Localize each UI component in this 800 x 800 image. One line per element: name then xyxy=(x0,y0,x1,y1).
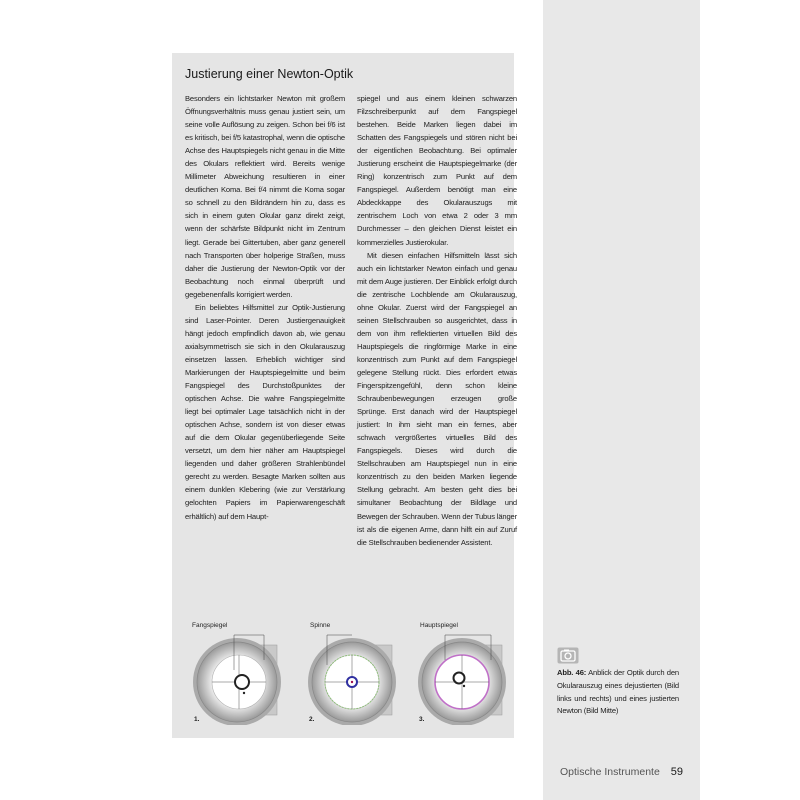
eyepiece-view-illustration xyxy=(305,630,400,725)
figure-3 xyxy=(415,618,510,728)
paragraph: Mit diesen einfachen Hilfsmitteln lässt sich auch ein lichtstarker Newton einfach und genau mit dem Auge justieren. Der Einblick erfolgt durch die zentrische Lochblende am Okularauszug, ohne Okular. Zuerst wird der Fangspiegel an seinen Stellschrauben so ausgerichtet, dass in dem von ihm reflektierten virtuellen Bild des Hauptspiegels die ringförmige Marke in eine konzentrisch zum Punkt auf dem Fangspiegel gelegene Stellung rückt. Dies erfordert etwas Fingerspitzengefühl, denn schon kleine Schraubenbewegungen erzeugen große Sprünge. Erst danach wird der Hauptspiegel justiert: In ihm sieht man ein fernes, aber schwach vergrößertes virtuelles Bild des Fangspiegels. Dieses wird durch die Stellschrauben am Hauptspiegel nun in eine konzentrisch zu den beiden Marken liegende Stellung gebracht. Am besten geht dies bei simultaner Beobachtung der Bildlage und Bewegen der Schrauben. Wenn der Tubus länger ist als die eigenen Arme, dann hilft ein auf Zuruf die Stellschrauben bedienender Assistent. xyxy=(357,250,518,547)
eyepiece-view-illustration xyxy=(415,630,510,725)
paragraph: Besonders ein lichtstarker Newton mit großem Öffnungsverhältnis muss genau justiert sein, um seine volle Auflösung zu zeigen. Schon bei f/6 ist es kritisch, bei f/5 katastrophal, wenn die optische Achse des Hauptspiegels nicht genau in die Mitte des Okulars reflektiert wird. Bereits wenige Millimeter Abweichung resultieren in einer deutlichen Koma. Bei f/4 nimmt die Koma sogar so schnell zu den Bildrändern hin zu, dass es sich in einem guten Okular ganz direkt zeigt, wenn der schärfste Bildpunkt nicht im Zentrum liegt. Gerade bei Gittertuben, aber ganz generell nach Transporten über holperige Straßen, muss daher die Justierung der Newton-Optik vor der Beobachtung noch einmal überprüft und gegebenenfalls korrigiert werden. xyxy=(185,94,345,299)
figure-number: 3. xyxy=(419,716,425,723)
figure-label: Hauptspiegel xyxy=(420,622,458,629)
page-number: 59 xyxy=(670,766,683,778)
caption-text: Anblick der Optik durch den Okularauszug eines dejustierten (Bild links und rechts) und eines justierten Newton (Bild Mitte) xyxy=(557,668,679,716)
paragraph: spiegel und aus einem kleinen schwarzen Filzschreiberpunkt auf dem Fangspiegel bestehen. Beide Marken liegen dabei im Schatten des Fangspiegels und stören nicht bei der eigentlichen Beobachtung. Bei optimaler Justierung erscheint die Hauptspiegelmarke (der Ring) konzentrisch zum Punkt auf dem Fangspiegel. Außerdem benötigt man eine Abdeckkappe des Okularauszugs mit zentrischem Loch von etwa 2 oder 3 mm Durchmesser – den gleichen Dienst leistet ein kommerzielles Justierokular. xyxy=(357,94,517,247)
figure-2 xyxy=(305,618,400,728)
article-title: Justierung einer Newton-Optik xyxy=(185,67,354,81)
figure-number: 1. xyxy=(194,716,200,723)
caption-label: Abb. 46: xyxy=(557,668,587,677)
figure-label: Spinne xyxy=(310,622,331,629)
section-title: Optische Instrumente xyxy=(560,766,660,778)
figure-number: 2. xyxy=(309,716,315,723)
text-column-left xyxy=(185,92,345,523)
figure-1 xyxy=(190,618,285,728)
page-footer xyxy=(560,766,683,778)
camera-icon xyxy=(557,647,579,664)
text-column-right xyxy=(357,92,517,549)
figure-label: Fangspiegel xyxy=(192,622,228,629)
figure-caption xyxy=(557,667,679,718)
eyepiece-view-illustration xyxy=(190,630,285,725)
paragraph: Ein beliebtes Hilfsmittel zur Optik-Justierung sind Laser-Pointer. Deren Justiergenauigkeit hängt jedoch empfindlich davon ab, wie genau axialsymmetrisch sie sich in den Okularauszug einsetzen lassen. Erheblich wichtiger sind Markierungen der Hauptspiegelmitte und beim Fangspiegel des Durchstoßpunktes der optischen Achse. Die wahre Fangspiegelmitte liegt bei optimaler Lage tatsächlich nicht in der optischen Achse, sondern ist von dieser etwas auf die dem Okular gegenüberliegende Seite versetzt, um dem hier näher am Hauptspiegel liegenden und daher größeren Strahlenbündel gerecht zu werden. Besagte Marken sollten aus einem dunklen Klebering (wie zur Verstärkung gelochten Papiers im Papierwarengeschäft erhältlich) auf dem Haupt- xyxy=(185,302,345,521)
